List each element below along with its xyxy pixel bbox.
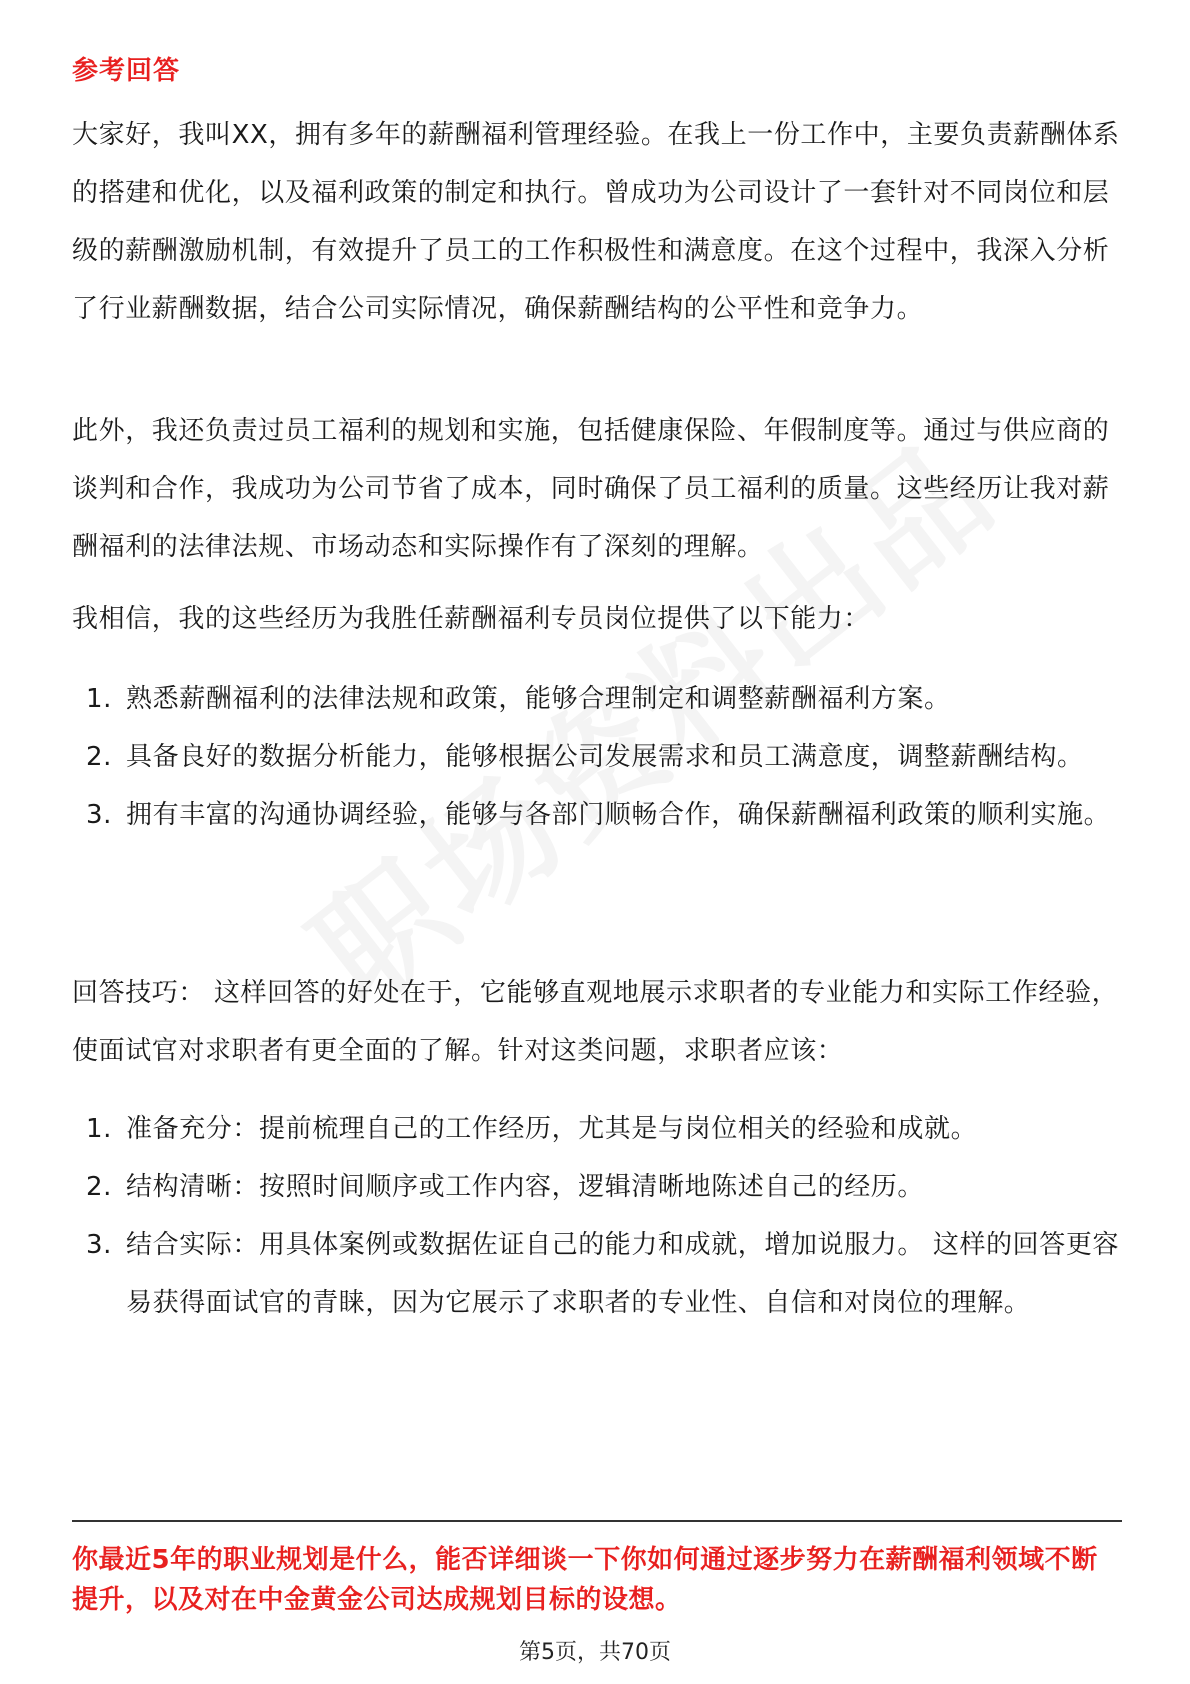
list-number: 1.: [86, 684, 113, 714]
list-item-text: 准备充分：提前梳理自己的工作经历，尤其是与岗位相关的经验和成就。: [126, 1114, 978, 1144]
list-item-text: 拥有丰富的沟通协调经验，能够与各部门顺畅合作，确保薪酬福利政策的顺利实施。: [126, 800, 1111, 830]
abilities-list: [72, 670, 1122, 844]
tips-paragraph: 回答技巧： 这样回答的好处在于，它能够直观地展示求职者的专业能力和实际工作经验，使面试官对求职者有更全面的了解。针对这类问题，求职者应该：: [72, 978, 1119, 1066]
next-question: 你最近5年的职业规划是什么，能否详细谈一下你如何通过逐步努力在薪酬福利领域不断提升，以及对在中金黄金公司达成规划目标的设想。: [72, 1545, 1098, 1615]
list-number: 2.: [86, 742, 113, 772]
list-item: [72, 1216, 1122, 1332]
answer-paragraph-3: 我相信，我的这些经历为我胜任薪酬福利专员岗位提供了以下能力：: [72, 604, 871, 634]
tips-list: [72, 1100, 1122, 1332]
list-item: [72, 786, 1122, 844]
list-item: [72, 1158, 1122, 1216]
section-heading: 参考回答: [72, 56, 181, 86]
page-number: 第5页，共70页: [519, 1640, 671, 1665]
list-number: 1.: [86, 1114, 113, 1144]
list-number: 2.: [86, 1172, 113, 1202]
answer-paragraph-2: 此外，我还负责过员工福利的规划和实施，包括健康保险、年假制度等。通过与供应商的谈判和合作，我成功为公司节省了成本，同时确保了员工福利的质量。这些经历让我对薪酬福利的法律法规、市场动态和实际操作有了深刻的理解。: [72, 416, 1110, 562]
list-number: 3.: [86, 800, 113, 830]
list-item-text: 结构清晰：按照时间顺序或工作内容，逻辑清晰地陈述自己的经历。: [126, 1172, 925, 1202]
divider: [72, 1520, 1122, 1522]
list-item: [72, 728, 1122, 786]
list-item-text: 熟悉薪酬福利的法律法规和政策，能够合理制定和调整薪酬福利方案。: [126, 684, 951, 714]
list-item-text: 结合实际：用具体案例或数据佐证自己的能力和成就，增加说服力。 这样的回答更容易获得面试官的青睐，因为它展示了求职者的专业性、自信和对岗位的理解。: [126, 1230, 1120, 1318]
list-number: 3.: [86, 1230, 113, 1260]
list-item-text: 具备良好的数据分析能力，能够根据公司发展需求和员工满意度，调整薪酬结构。: [126, 742, 1084, 772]
answer-paragraph-1: 大家好，我叫XX，拥有多年的薪酬福利管理经验。在我上一份工作中，主要负责薪酬体系的搭建和优化，以及福利政策的制定和执行。曾成功为公司设计了一套针对不同岗位和层级的薪酬激励机制，有效提升了员工的工作积极性和满意度。在这个过程中，我深入分析了行业薪酬数据，结合公司实际情况，确保薪酬结构的公平性和竞争力。: [72, 120, 1120, 324]
list-item: [72, 670, 1122, 728]
list-item: [72, 1100, 1122, 1158]
